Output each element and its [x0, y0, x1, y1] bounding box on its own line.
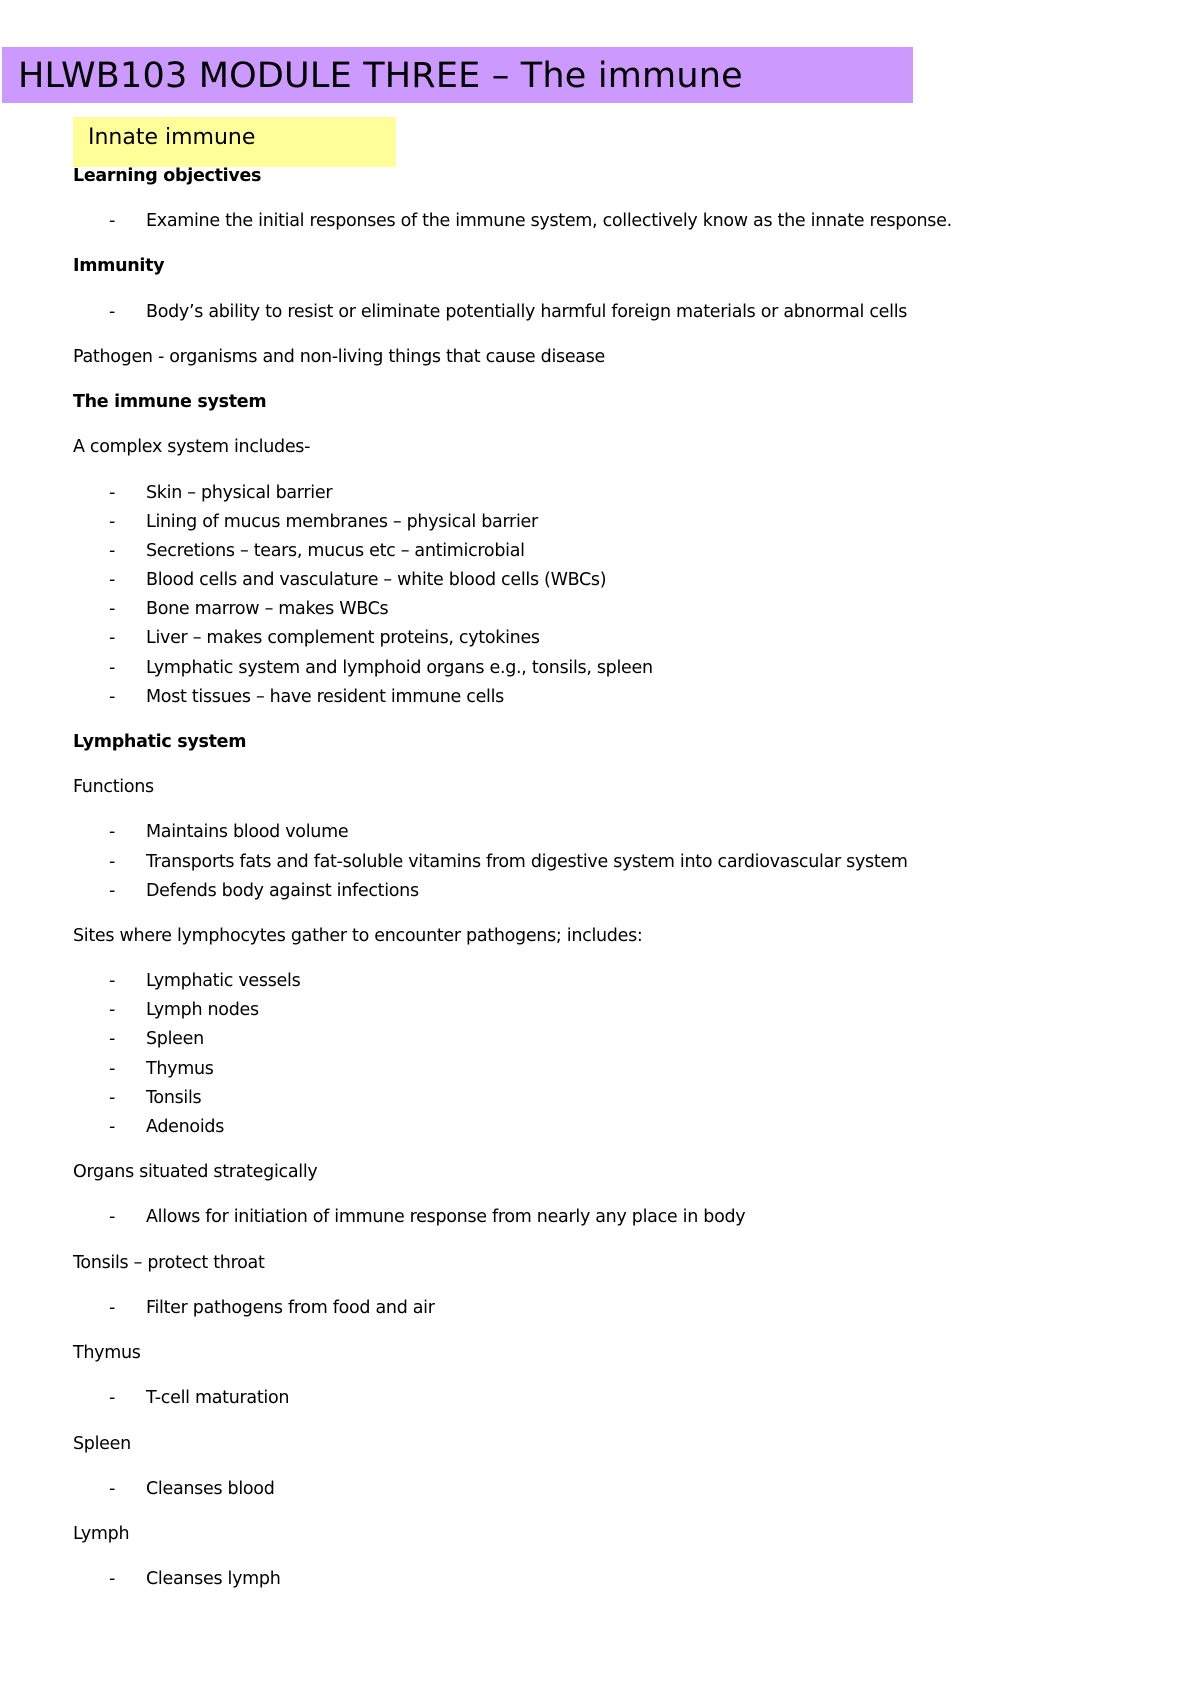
paragraph: Pathogen - organisms and non-living things that cause disease — [73, 347, 606, 367]
list-item-text: Allows for initiation of immune response from nearly any place in body — [146, 1207, 746, 1227]
list-item-text: Adenoids — [146, 1117, 225, 1137]
paragraph: Sites where lymphocytes gather to encounter pathogens; includes: — [73, 926, 643, 946]
bullet-marker: - — [109, 211, 116, 231]
bullet-marker: - — [109, 1088, 116, 1108]
list-item-text: Bone marrow – makes WBCs — [146, 599, 389, 619]
page-title: HLWB103 MODULE THREE – The immune — [18, 56, 743, 96]
paragraph: Spleen — [73, 1434, 131, 1454]
list-item-text: Tonsils — [146, 1088, 202, 1108]
list-item-text: Cleanses blood — [146, 1479, 275, 1499]
bullet-marker: - — [109, 541, 116, 561]
bullet-marker: - — [109, 1479, 116, 1499]
bullet-marker: - — [109, 852, 116, 872]
list-item-text: Transports fats and fat-soluble vitamins from digestive system into cardiovascular system — [146, 852, 908, 872]
bullet-marker: - — [109, 1117, 116, 1137]
section-heading: Lymphatic system — [73, 732, 247, 752]
bullet-marker: - — [109, 822, 116, 842]
list-item-text: T-cell maturation — [146, 1388, 290, 1408]
list-item-text: Body’s ability to resist or eliminate potentially harmful foreign materials or abnormal cells — [146, 302, 908, 322]
bullet-marker: - — [109, 687, 116, 707]
paragraph: Tonsils – protect throat — [73, 1253, 265, 1273]
paragraph: Organs situated strategically — [73, 1162, 318, 1182]
list-item-text: Maintains blood volume — [146, 822, 349, 842]
bullet-marker: - — [109, 1000, 116, 1020]
section-heading: The immune system — [73, 392, 267, 412]
paragraph: Lymph — [73, 1524, 130, 1544]
bullet-marker: - — [109, 1298, 116, 1318]
paragraph: A complex system includes- — [73, 437, 311, 457]
list-item-text: Most tissues – have resident immune cells — [146, 687, 505, 707]
subtitle-highlight — [73, 117, 396, 167]
list-item-text: Skin – physical barrier — [146, 483, 333, 503]
bullet-marker: - — [109, 483, 116, 503]
list-item-text: Filter pathogens from food and air — [146, 1298, 435, 1318]
list-item-text: Examine the initial responses of the immune system, collectively know as the innate response. — [146, 211, 952, 231]
list-item-text: Lymphatic system and lymphoid organs e.g., tonsils, spleen — [146, 658, 653, 678]
section-subtitle: Innate immune — [88, 125, 256, 150]
bullet-marker: - — [109, 1207, 116, 1227]
bullet-marker: - — [109, 570, 116, 590]
list-item-text: Blood cells and vasculature – white blood cells (WBCs) — [146, 570, 607, 590]
list-item-text: Secretions – tears, mucus etc – antimicrobial — [146, 541, 525, 561]
bullet-marker: - — [109, 302, 116, 322]
section-heading: Immunity — [73, 256, 165, 276]
bullet-marker: - — [109, 1029, 116, 1049]
list-item-text: Lymphatic vessels — [146, 971, 301, 991]
bullet-marker: - — [109, 971, 116, 991]
bullet-marker: - — [109, 1388, 116, 1408]
list-item-text: Cleanses lymph — [146, 1569, 281, 1589]
paragraph: Functions — [73, 777, 154, 797]
list-item-text: Thymus — [146, 1059, 214, 1079]
list-item-text: Liver – makes complement proteins, cytokines — [146, 628, 540, 648]
list-item-text: Lining of mucus membranes – physical barrier — [146, 512, 538, 532]
bullet-marker: - — [109, 512, 116, 532]
bullet-marker: - — [109, 1569, 116, 1589]
list-item-text: Lymph nodes — [146, 1000, 259, 1020]
bullet-marker: - — [109, 881, 116, 901]
section-heading: Learning objectives — [73, 166, 262, 186]
paragraph: Thymus — [73, 1343, 141, 1363]
bullet-marker: - — [109, 599, 116, 619]
list-item-text: Spleen — [146, 1029, 204, 1049]
bullet-marker: - — [109, 628, 116, 648]
bullet-marker: - — [109, 1059, 116, 1079]
list-item-text: Defends body against infections — [146, 881, 419, 901]
bullet-marker: - — [109, 658, 116, 678]
